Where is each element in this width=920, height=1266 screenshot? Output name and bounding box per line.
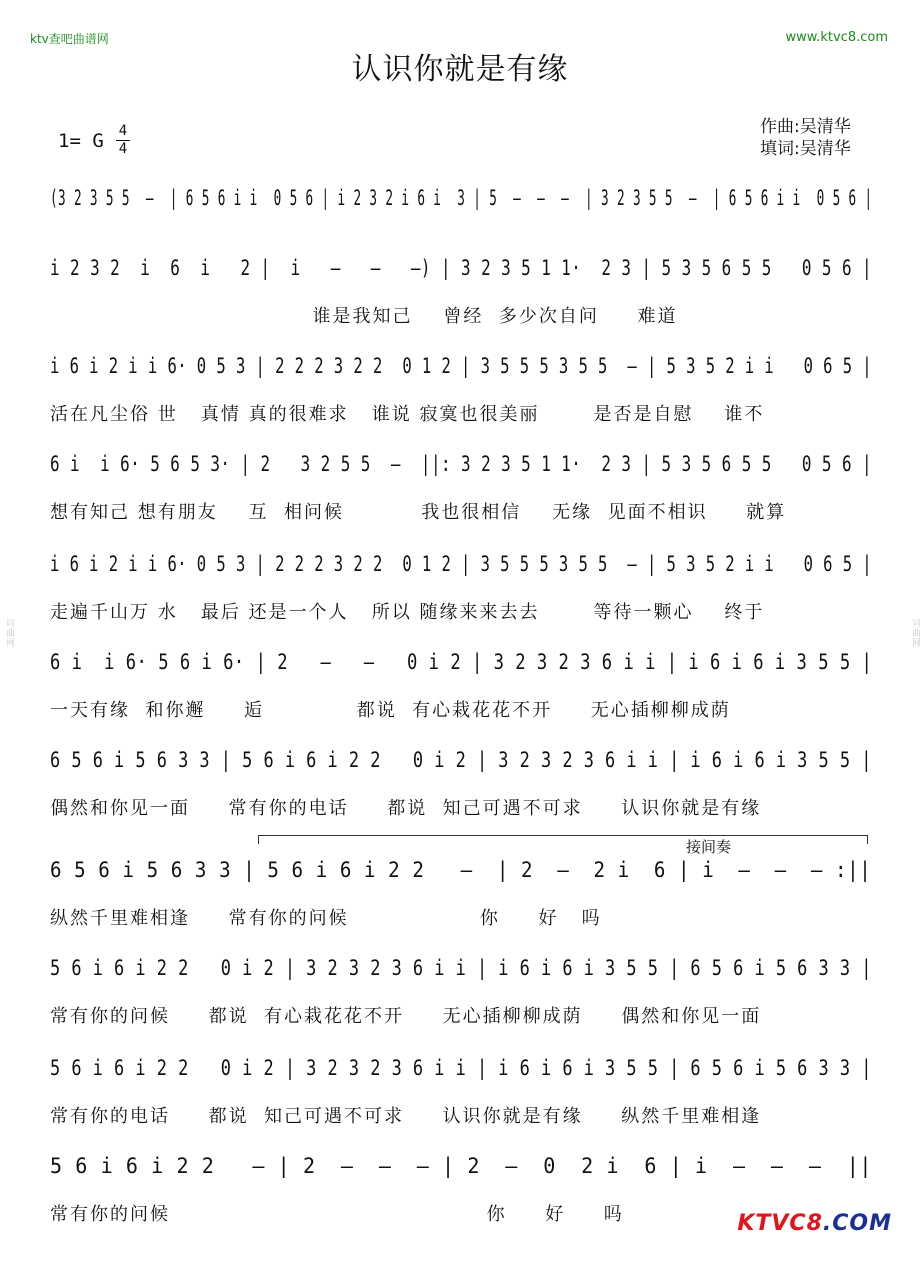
score-line <box>50 552 873 623</box>
site-logo: KTVC8.COM <box>737 1211 892 1236</box>
lyrics-row: 谁是我知己 曾经 多少次自问 难道 <box>50 306 678 327</box>
notation-row: i 6 i 2 i i 6· 0 5 3 | 2 2 2 3 2 2 0 1 2 | 3 5 5 5 3 5 5 – | 5 3 5 2 i i 0 6 5 | <box>50 354 873 378</box>
lyrics-row: 想有知己 想有朋友 互 相问候 我也很相信 无缘 见面不相识 就算 <box>50 502 787 523</box>
time-signature <box>116 124 130 157</box>
score-line <box>50 354 873 425</box>
notation-row: i 2 3 2 i 6 i 2 | i – – –) | 3 2 3 5 1 1· 2 3 | 5 3 5 6 5 5 0 5 6 | <box>50 256 873 280</box>
notation-row: 6 i i 6· 5 6 5 3· | 2 3 2 5 5 – ||: 3 2 3 5 1 1· 2 3 | 5 3 5 6 5 5 0 5 6 | <box>50 452 873 476</box>
lyrics-row: 偶然和你见一面 常有你的电话 都说 知己可遇不可求 认识你就是有缘 <box>50 798 762 819</box>
score-line <box>50 186 872 226</box>
lyrics-row: 常有你的问候 你 好 吗 <box>50 1204 624 1225</box>
notation-row: (3 2 3 5 5 – | 6 5 6 i i 0 5 6 | i 2 3 2 i 6 i 3 | 5 – – – | 3 2 3 5 5 – | 6 5 6 i i 0 5 6 | <box>50 186 873 210</box>
site-name-left: ktv查吧曲谱网 <box>30 32 109 46</box>
notation-row: 6 5 6 i 5 6 3 3 | 5 6 i 6 i 2 2 – | 2 – 2 i 6 | i – – – :|| <box>50 858 872 882</box>
interlude-label: 接间奏 <box>686 838 732 856</box>
meter-bottom: 4 <box>118 141 128 157</box>
interlude-bracket <box>258 835 868 844</box>
lyricist-credit: 填词:吴清华 <box>760 139 851 159</box>
composer-credit: 作曲:吴清华 <box>760 117 851 137</box>
lyrics-row: 常有你的电话 都说 知己可遇不可求 认识你就是有缘 纵然千里难相逢 <box>50 1106 762 1127</box>
score-line <box>50 956 872 1027</box>
lyrics-row: 活在凡尘俗 世 真情 真的很难求 谁说 寂寞也很美丽 是否是自慰 谁不 <box>50 404 765 425</box>
notation-row: 5 6 i 6 i 2 2 0 i 2 | 3 2 3 2 3 6 i i | i 6 i 6 i 3 5 5 | 6 5 6 i 5 6 3 3 | <box>50 1056 872 1080</box>
score-line <box>50 748 872 819</box>
score-line <box>50 452 873 523</box>
notation-row: 6 i i 6· 5 6 i 6· | 2 – – 0 i 2 | 3 2 3 2 3 6 i i | i 6 i 6 i 3 5 5 | <box>50 650 873 674</box>
lyrics-row: 一天有缘 和你邂 逅 都说 有心栽花花不开 无心插柳柳成荫 <box>50 700 731 721</box>
credits <box>760 116 851 160</box>
score-line <box>50 650 873 721</box>
notation-row: 6 5 6 i 5 6 3 3 | 5 6 i 6 i 2 2 0 i 2 | 3 2 3 2 3 6 i i | i 6 i 6 i 3 5 5 | <box>50 748 872 772</box>
lyrics-row: 纵然千里难相逢 常有你的问候 你 好 吗 <box>50 908 602 929</box>
score-line <box>50 858 872 929</box>
lyrics-row: 常有你的问候 都说 有心栽花花不开 无心插柳柳成荫 偶然和你见一面 <box>50 1006 762 1027</box>
song-title: 认识你就是有缘 <box>351 52 569 87</box>
score-line <box>50 256 873 327</box>
score-line <box>50 1056 872 1127</box>
meter-top: 4 <box>118 123 128 139</box>
key-signature: 1= G <box>58 130 104 152</box>
notation-row: 5 6 i 6 i 2 2 0 i 2 | 3 2 3 2 3 6 i i | i 6 i 6 i 3 5 5 | 6 5 6 i 5 6 3 3 | <box>50 956 872 980</box>
notation-row: 5 6 i 6 i 2 2 – | 2 – – – | 2 – 0 2 i 6 | i – – – || <box>50 1154 873 1178</box>
score-line <box>50 1154 873 1225</box>
side-watermark-left: 词曲网 <box>4 618 14 648</box>
notation-row: i 6 i 2 i i 6· 0 5 3 | 2 2 2 3 2 2 0 1 2 | 3 5 5 5 3 5 5 – | 5 3 5 2 i i 0 6 5 | <box>50 552 873 576</box>
lyrics-row: 走遍千山万 水 最后 还是一个人 所以 随缘来来去去 等待一颗心 终于 <box>50 602 765 623</box>
side-watermark-right: 词曲网 <box>910 618 920 648</box>
site-url-right: www.ktvc8.com <box>785 30 888 45</box>
